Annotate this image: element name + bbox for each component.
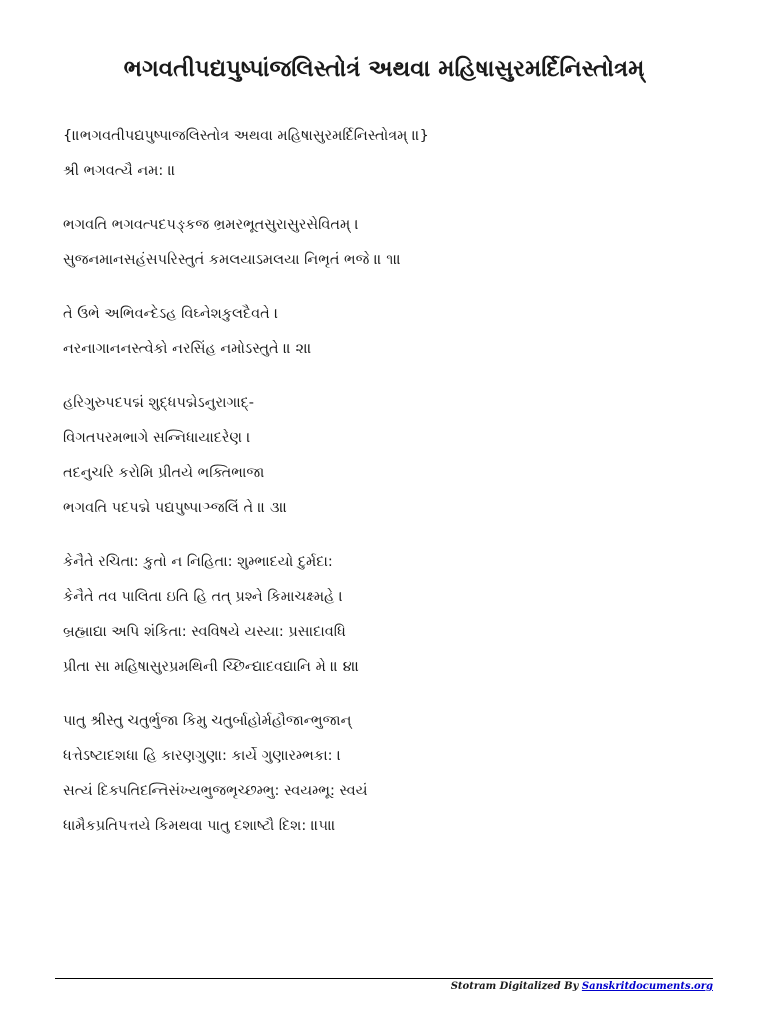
footer-credit	[451, 980, 713, 993]
verse-line: ધત્તેઽષ્ટાદશધા હિ કારણગુણા: કાર્યે ગુણારમ્ભકા: ।	[63, 748, 341, 764]
verse-line: કેનૈતે તવ પાલિતા ઇતિ હિ તત્ પ્રશ્ને કિમાચક્ષ્મહે ।	[63, 589, 343, 605]
verse-line: ભગવતિ પદપદ્મે પદ્યપુષ્પાઞ્જલિં તે ॥ ૩॥	[63, 500, 288, 516]
verse-line: હરિગુરુપદપદ્મં શુદ્ધપદ્મેઽનુરાગાદ્-	[63, 395, 255, 411]
verse-line: ધામૈકપ્રતિપત્તયે કિમથવા પાતુ દશાષ્ટૌ દિશ: ॥૫॥	[63, 818, 336, 834]
stanza-gap	[63, 692, 753, 711]
stanza-1	[63, 215, 753, 270]
verse-line: સત્યં દિક્પતિદન્તિસંખ્યભુજભૃચ્છમ્ભુ: સ્વયમ્ભૂ: સ્વયં	[63, 783, 368, 799]
stanza-4	[63, 552, 753, 677]
verse-line: વિગતપરમભાગે સન્નિધાયાદરેણ ।	[63, 430, 251, 446]
verse-line: પાતુ શ્રીસ્તુ ચતુર્ભુજા કિમુ ચતુર્બાહોર્મહૌજાન્ભુજાન્	[63, 713, 352, 729]
footer-prefix: Stotram Digitalized By	[450, 981, 582, 992]
stanza-3	[63, 393, 753, 518]
stanza-gap	[63, 374, 753, 393]
verse-line: પ્રીતા સા મહિષાસુરપ્રમથિની ચ્છિન્દ્યાદવદ્યાનિ મે ॥ ૪॥	[63, 659, 360, 675]
verse-line: કેનૈતે રચિતા: કુતો ન નિહિતા: શુમ્ભાદયો દુર્મદા:	[63, 554, 333, 570]
verse-line: નરનાગાનનસ્ત્વેકો નરસિંહ નમોઽસ્તુતે ॥ ૨॥	[63, 341, 312, 357]
page-title: ભગવતીપદ્યપુષ્પાંજલિસ્તોત્રં અથવા મહિષાસુરમર્દિનિસ્તોત્રમ્	[123, 56, 645, 82]
stanza-gap	[63, 533, 753, 552]
stanza-gap	[63, 196, 753, 215]
verse-line: સુજનમાનસહંસપરિસ્તુતં કમલયાઽમલયા નિભૃતં ભજે ॥ ૧॥	[63, 252, 402, 268]
verse-line: બ્રહ્માદ્યા અપિ શંકિતા: સ્વવિષયે યસ્યા: પ્રસાદાવધિ	[63, 624, 346, 640]
stanza-gap	[63, 285, 753, 304]
stanza-5	[63, 711, 753, 836]
verse-line: {॥ભગવતીપદ્યપુષ્પાજલિસ્તોત્ર અથવા મહિષાસુરમર્દિનિસ્તોત્રમ્ ॥}	[63, 128, 429, 144]
verse-line: તે ઉભે અભિવન્દેઽહ વિઘ્નેશકુલદૈવતે ।	[63, 306, 279, 322]
footer-divider	[55, 978, 713, 979]
stotram-body	[63, 126, 753, 851]
verse-line: તદનુચરિ કરોમિ પ્રીતયે ભક્તિભાજા	[63, 465, 265, 481]
verse-line: શ્રી ભગવત્યૈ નમ: ॥	[63, 163, 176, 179]
stanza-2	[63, 304, 753, 359]
footer-link[interactable]: Sanskritdocuments.org	[581, 981, 713, 992]
stanza-heading	[63, 126, 753, 181]
verse-line: ભગવતિ ભગવત્પદપઙ્કજ ભ્રમરભૂતસુરાસુરસેવિતમ્ ।	[63, 217, 359, 233]
